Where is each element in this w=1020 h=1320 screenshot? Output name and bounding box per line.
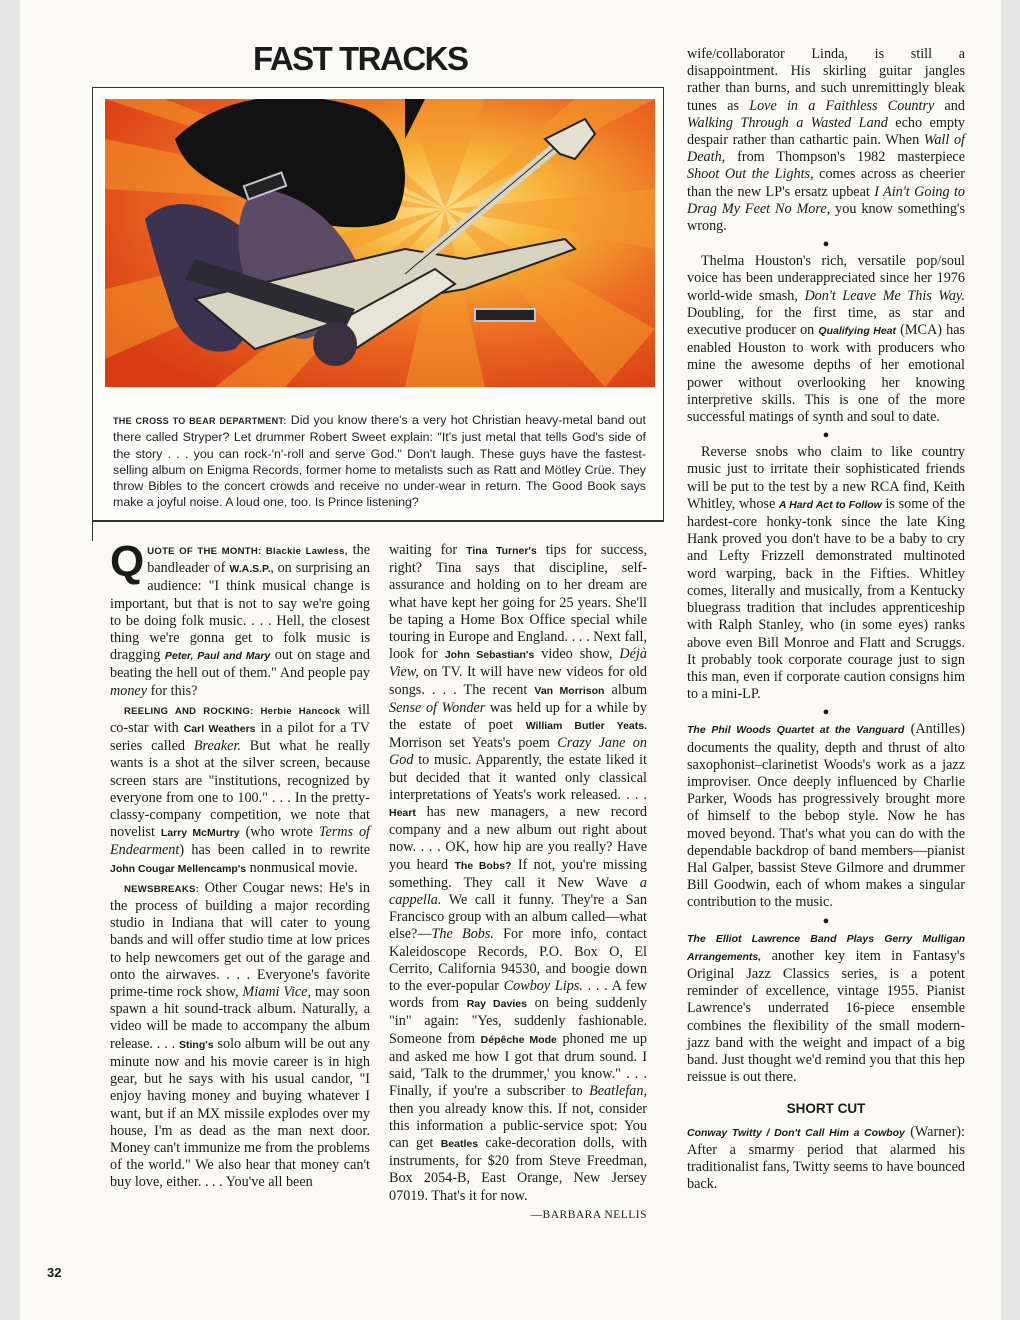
text: has new managers, a new record company and a new album out right about now. . . . OK, how hip are you really? Have you heard [389,804,647,873]
paragraph-twitty [687,1124,965,1194]
text: For more info, contact Kaleidoscope Records, P.O. Box O, El Cerrito, California 94530, and boogie down to the ever-popular [389,926,647,995]
divider [92,521,664,522]
text: album [604,681,648,698]
text: Morrison set Yeats's poem [389,735,558,752]
album-title: The Elliot Lawrence Band Plays Gerry Mulligan Arrangements, [687,932,965,963]
title: Don't Leave Me This Way. [804,287,965,304]
text: will co-star with [110,701,370,737]
text: a cappella. [389,874,647,909]
title: Beatlefan, [589,1083,647,1100]
feature-caption [113,412,646,511]
text: may soon spawn a hit sound-track album. Naturally, a video will be made to accompany the album release. . . . [110,984,370,1052]
text: Reverse snobs who claim to like country music just to irritate their sophisticated friends will be put to the test by a new RCA find, Keith Whitley, whose [687,444,965,512]
text: phoned me up and asked me how I got that drum sound. I said, 'Talk to the drummer,' you know." . . . Finally, if you're a subscriber to [389,1030,647,1100]
section-lead: UOTE OF THE MONTH: Blackie Lawless, [147,546,348,557]
album-title: Qualifying Heat [818,325,897,338]
text: wife/collaborator Linda, is still a disappointment. His skirling guitar jangles rather than burns, and such unremittingly bleak tunes as [687,46,965,114]
author-signature: —BARBARA NELLIS [530,1208,647,1221]
band-name: Heart [389,807,416,820]
title: Miami Vice, [242,984,312,1001]
feature-box [92,87,664,521]
caption-lead: THE CROSS TO BEAR DEPARTMENT: [113,416,287,426]
band-name: The Bobs? [454,859,512,872]
album-title: Conway Twitty / Don't Call Him a Cowboy [687,1126,905,1139]
caption-text: Did you know there's a very hot Christian heavy-metal band out there called Stryper? Let drummer Robert Sweet explain: "It's just metal that tells God's side of the story . . . you can rock-'n'-roll and serve God." Don't laugh. These guys have the fastest-selling album on Enigma Records, former home to metalists such as Ratt and Mötley Crüe. They throw Bibles to the concert crowds and receive no under-wear in return. The Good Book says make a joyful noise. A loud one, too. Is Prince listening? [113,413,647,510]
album-title: The Phil Woods Quartet at the Vanguard [687,724,905,737]
band-name: Dépêche Mode [480,1033,557,1046]
title: Cowboy Lips. [503,978,583,995]
text: money [110,682,148,699]
person-name: Carl Weathers [183,723,256,736]
title: Wall of Death, [687,132,965,166]
drop-cap: Q [110,537,145,586]
band-name: Beatles [440,1137,479,1150]
text: Thelma Houston's rich, versatile pop/soul voice has been underappreciated since her 1976 world-wide smash, [687,253,965,304]
title: The Bobs. [431,926,494,943]
text: tips for success, right? Tina says that discipline, self-assurance and holding on to her dream are what have kept her going for 25 years. She'll be taping a Home Box Office special while touring in Europe and England. . . . Next fall, look for [389,542,647,663]
paragraph-woods [687,721,965,911]
text: is some of the hardest-core honky-tonk since the late King Hank proved you don't have to be a baby to cry and Lefty Frizzell demonstrated multinoted word warping, back in the Fifties. Whitley comes, literally and musically, from a Kentucky bluegrass tradition that includes apprenticeship with Ralph Stanley, who (in some eyes) ranks above even Bill Monroe and Flatt and Scruggs. It probably took corporate courage just to sign this man, even if corporate caution consigns him to a mini-LP. [687,495,966,703]
paragraph-whitley [687,444,965,703]
paragraph-lawrence [687,930,965,1087]
text: in a pilot for a TV series called [110,720,370,755]
paragraph-reeling [110,702,370,878]
text: then you already know this. If not, consider this information a public-service spot: You can get [389,1100,647,1151]
title: Shoot Out the Lights, [687,166,814,183]
bullet-separator: ● [822,238,830,251]
title: Crazy Jane on God [389,735,647,769]
title: Sense of Wonder [389,699,486,716]
person-name: Sting's [179,1038,214,1051]
text: and [934,97,965,114]
title: Walking Through a Wasted Land [687,114,888,131]
text: (who wrote [239,824,319,841]
text: on surprising an audience: "I think musical change is important, but that is not to say we're going to be doing folk music. . . . Hell, the closest thing we're gonna get to folk music is dragging [110,560,370,664]
title: Love in a Faithless Country [749,97,935,114]
column-2 [389,542,647,1224]
text: was held up for a while by the estate of poet [389,699,647,734]
text: on TV. It will have new videos for old songs. . . . The recent [389,664,647,698]
magazine-page [20,0,1001,1320]
text: another key item in Fantasy's Original Jazz Classics series, is a potent reminder of excellence, vintage 1955. Pianist Lawrence's underrated 16-piece ensemble combines the flexibility of the small modern-jazz band with the weight and impact of a big band. Just thought we'd remind you that this hep reissue is out there. [687,947,965,1086]
bullet-separator: ● [822,706,830,719]
text: nonmusical movie. [246,859,358,876]
text: to music. Apparently, the estate liked it but decided that it wanted only classical interpretations of Yeats's work released. . . . [389,752,647,803]
section-lead: REELING AND ROCKING: Herbie Hancock [124,705,341,717]
person-name: William Butler Yeats. [525,720,647,733]
text: But what he really wants is a shot at the silver screen, because screen stars are "institutions, recognized by everyone from one to 100." . . . In the pretty-classy-company competition, we note that novelist [110,738,370,841]
text: cake-decoration dolls, with instruments, for $20 from Steve Freedman, Box 2054-B, East Orange, New Jersey 07019. That's it for now. [389,1134,647,1204]
band-name: Peter, Paul and Mary [164,650,271,663]
text: We call it funny. They're a San Francisco group with an album called—what else?— [389,892,647,943]
text: waiting for [389,542,467,558]
feature-illustration [105,99,655,387]
title: Déjà View, [389,646,647,681]
text: solo album will be out any minute now and his movie career is in high gear, but he says with his usual candor, "I enjoy having money and buying whatever I want, but if an MX missile explodes over my house, I'm as dead as the man next door. Money can't immunize me from the problems of the world." We also hear that money can't buy love, either. . . . You've all been [110,1035,370,1191]
person-name: Tina Turner's [466,545,537,557]
text: . . . A few words from [389,978,648,1012]
text: Other Cougar news: He's in the process of building a major recording studio in Indiana that will cater to young bands and will offer studio time at low prices to help newcomers get out of the garage and onto the airwaves. . . . Everyone's favorite prime-time rock show, [110,879,370,1001]
bullet-separator: ● [822,914,830,927]
paragraph-houston [687,253,965,426]
person-name: John Cougar Mellencamp's [110,862,247,875]
section-lead: NEWSBREAKS: [124,883,200,895]
person-name: Van Morrison [534,684,605,697]
guitarist-illustration-icon [105,99,655,387]
title: Terms of Endearment [110,824,370,859]
text: (MCA) has enabled Houston to work with producers who mine the awesome depths of her emotional power without overlooking her knowing interpretive skills. This is one of the more successful matings of synth and soul to date. [687,322,966,426]
text: for this? [147,682,198,699]
text: video show, [534,646,620,663]
text: the bandleader of [147,542,370,577]
column-1 [110,537,370,1194]
title: I Ain't Going to Drag My Feet No More, [687,183,965,217]
text: (Antilles) documents the quality, depth and thrust of alto saxophonist–clarinetist Woods's work as a jazz improviser. Once deeply influenced by Charlie Parker, Woods has progressively brought more of himself to the bebop style. Now he has moved beyond. That's what you can do with the dependable backdrop of band members—pianist Hal Galper, bassist Steve Gilmore and drummer Bill Goodwin, each of whom makes a singular contribution to the music. [687,721,966,911]
person-name: John Sebastian's [444,649,535,662]
page-title: FAST TRACKS [253,40,468,77]
divider [92,521,93,541]
column-3 [687,46,965,1195]
band-name: W.A.S.P., [229,563,274,576]
text: Doubling, for the first time, as star and executive producer on [687,304,965,339]
page-number: 32 [47,1265,62,1280]
album-title: A Hard Act to Follow [778,498,882,511]
text: ) has been called in to rewrite [179,842,370,859]
title: Breaker. [193,738,241,755]
text: you know something's wrong. [687,200,965,235]
text: comes across as cheerier than the new LP's ersatz upbeat [687,166,965,200]
paragraph-quote-of-month [110,537,370,700]
text: (Warner): After a smarmy period that alarmed his traditionalist fans, Twitty seems to have bounced back. [687,1123,965,1193]
text: from Thompson's 1982 masterpiece [725,149,965,166]
person-name: Larry McMurtry [160,827,240,840]
person-name: Ray Davies [466,998,527,1011]
paragraph-newsbreaks [110,880,370,1192]
bullet-separator: ● [822,429,830,442]
text: on being suddenly "in" again: "Yes, suddenly fashionable. Someone from [389,995,648,1047]
paragraph-thompson [687,46,965,235]
paragraph-continued [389,542,647,1205]
text: out on stage and beating the hell out of them." And people pay [110,647,370,682]
short-cut-heading: SHORT CUT [786,1101,866,1117]
text: If not, you're missing something. They call it New Wave [389,856,647,891]
text: echo empty despair rather than cathartic pain. When [687,114,965,149]
